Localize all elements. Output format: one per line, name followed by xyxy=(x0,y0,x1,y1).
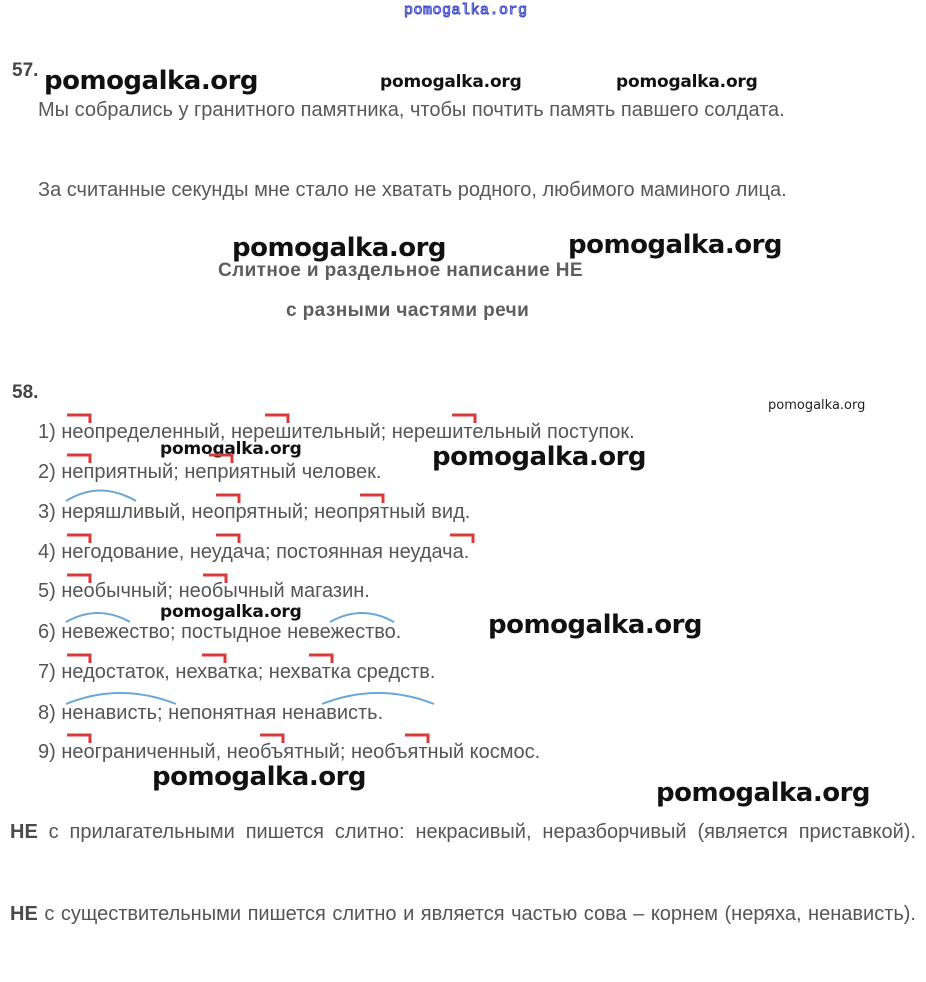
exercise-number: 58. xyxy=(12,382,39,403)
watermark: pomogalka.org xyxy=(656,778,871,808)
list-item: 6) невежество; постыдное невежество. xyxy=(38,621,402,643)
watermark: pomogalka.org xyxy=(380,72,522,92)
prefix-mark xyxy=(67,575,90,583)
root-arc xyxy=(322,693,434,704)
prefix-mark xyxy=(405,735,428,743)
root-arc xyxy=(66,613,130,622)
rule-paragraph xyxy=(10,813,916,851)
prefix-mark xyxy=(216,495,239,503)
watermark-top: pomogalka.org xyxy=(404,2,528,19)
rule-text: с существительными пишется слитно и является частью сова – корнем (неряха, ненависть). xyxy=(37,903,916,925)
watermark: pomogalka.org xyxy=(160,439,302,459)
prefix-mark xyxy=(67,735,90,743)
section-heading: с разными частями речи xyxy=(286,300,530,321)
prefix-mark xyxy=(209,455,232,463)
prefix-mark xyxy=(67,455,90,463)
list-item: 9) неограниченный, необъятный; необъятный космос. xyxy=(38,741,541,763)
section-heading: Слитное и раздельное написание НЕ xyxy=(218,260,583,281)
list-item: 1) неопределенный, нерешительный; нерешительный поступок. xyxy=(38,421,635,443)
prefix-mark xyxy=(202,655,225,663)
prefix-mark xyxy=(203,575,226,583)
prefix-mark xyxy=(452,415,475,423)
list-item: 7) недостаток, нехватка; нехватка средств. xyxy=(38,661,436,683)
list-item: 3) неряшливый, неопрятный; неопрятный вид. xyxy=(38,501,471,523)
list-item: 4) негодование, неудача; постоянная неудача. xyxy=(38,541,470,563)
rule-keyword: НЕ xyxy=(10,903,38,925)
sentence: За считанные секунды мне стало не хватать родного, любимого маминого лица. xyxy=(38,179,787,201)
list-item: 5) необычный; необычный магазин. xyxy=(38,580,370,602)
prefix-mark xyxy=(67,535,90,543)
sentence: Мы собрались у гранитного памятника, чтобы почтить память павшего солдата. xyxy=(38,99,785,121)
watermark: pomogalka.org xyxy=(432,442,647,472)
prefix-mark xyxy=(67,655,90,663)
watermark: pomogalka.org xyxy=(616,72,758,92)
prefix-mark xyxy=(265,415,288,423)
prefix-mark xyxy=(309,655,332,663)
rule-paragraph xyxy=(10,895,916,933)
list-item: 8) ненависть; непонятная ненависть. xyxy=(38,702,384,724)
watermark: pomogalka.org xyxy=(768,398,866,413)
root-arc xyxy=(66,491,136,502)
rule-keyword: НЕ xyxy=(10,821,38,843)
watermark: pomogalka.org xyxy=(152,762,367,792)
watermark: pomogalka.org xyxy=(232,233,447,263)
watermark: pomogalka.org xyxy=(44,66,259,96)
watermark: pomogalka.org xyxy=(160,602,302,622)
list-item: 2) неприятный; неприятный человек. xyxy=(38,461,382,483)
prefix-mark xyxy=(450,535,473,543)
rule-text: с прилагательными пишется слитно: некрасивый, неразборчивый (является приставкой). xyxy=(37,821,916,843)
prefix-mark xyxy=(260,735,283,743)
watermark: pomogalka.org xyxy=(488,610,703,640)
exercise-number: 57. xyxy=(12,60,39,81)
root-arc xyxy=(66,693,176,704)
root-arc xyxy=(330,613,394,622)
watermark: pomogalka.org xyxy=(568,230,783,260)
prefix-mark xyxy=(67,415,90,423)
prefix-mark xyxy=(216,535,239,543)
prefix-mark xyxy=(360,495,383,503)
